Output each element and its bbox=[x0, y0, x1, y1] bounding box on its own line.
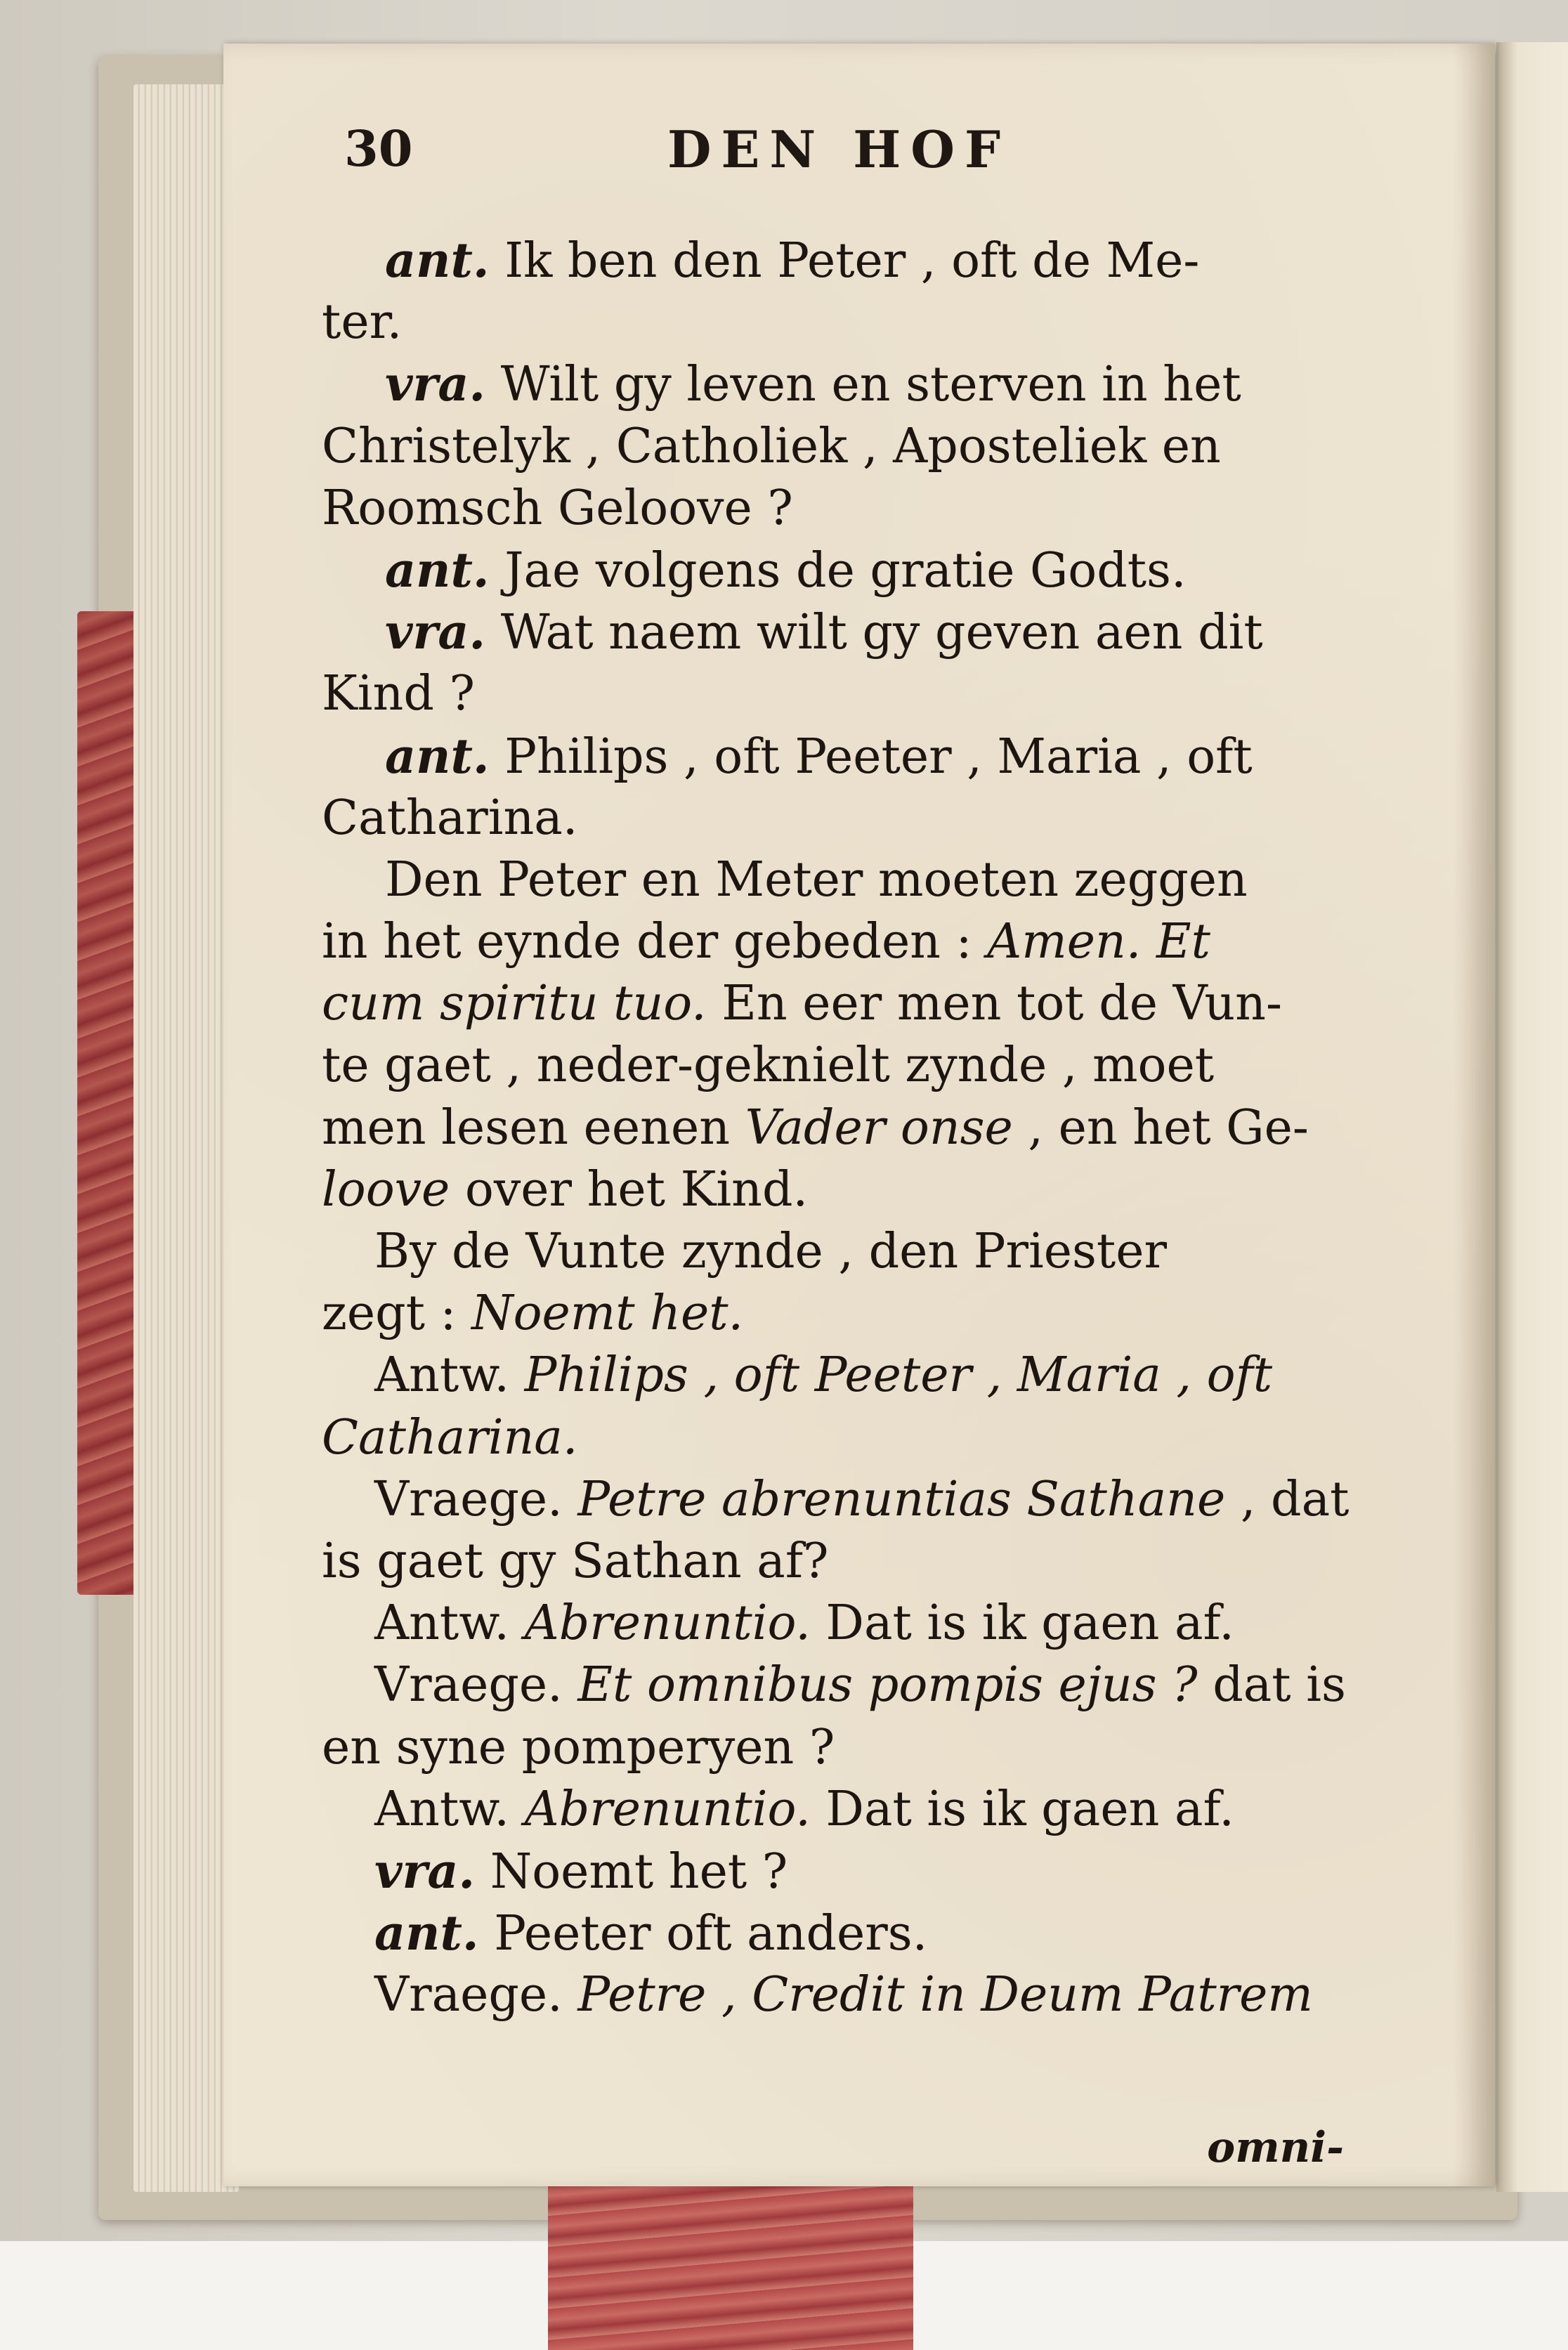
running-title: DEN HOF bbox=[667, 119, 1011, 179]
text-line: is gaet gy Sathan af? bbox=[322, 1533, 829, 1589]
text-line: vra. Noemt het ? bbox=[374, 1843, 788, 1900]
page-header bbox=[344, 119, 1328, 204]
text-line: en syne pomperyen ? bbox=[322, 1719, 835, 1775]
text-line: in het eynde der gebeden : Amen. Et bbox=[322, 914, 1210, 970]
text-line: Christelyk , Catholiek , Aposteliek en bbox=[322, 418, 1221, 474]
text-line: Roomsch Geloove ? bbox=[322, 480, 793, 536]
text-line: te gaet , neder-geknielt zynde , moet bbox=[322, 1038, 1215, 1094]
text-line: Antw. Philips , oft Peeter , Maria , oft bbox=[374, 1347, 1273, 1404]
text-line: Catharina. bbox=[322, 1409, 578, 1466]
speaker-label: ant. bbox=[385, 728, 490, 785]
text-line: Vraege. Petre , Credit in Deum Patrem bbox=[374, 1967, 1313, 2023]
text-line: Vraege. Et omnibus pompis ejus ? dat is bbox=[374, 1657, 1346, 1713]
text-line: cum spiritu tuo. En eer men tot de Vun- bbox=[322, 976, 1282, 1032]
book-page bbox=[223, 44, 1495, 2186]
text-line: ter. bbox=[322, 294, 403, 351]
text-line: Catharina. bbox=[322, 790, 578, 846]
text-line: By de Vunte zynde , den Priester bbox=[374, 1224, 1167, 1279]
text-line: ant. Peeter oft anders. bbox=[374, 1905, 928, 1962]
text-line: ant. Ik ben den Peter , oft de Me- bbox=[385, 233, 1200, 289]
speaker-label: vra. bbox=[385, 356, 486, 413]
page-text bbox=[322, 230, 1425, 2026]
marbled-bookmark bbox=[548, 2185, 913, 2350]
text-line: vra. Wat naem wilt gy geven aen dit bbox=[385, 604, 1263, 661]
text-line: loove over het Kind. bbox=[322, 1161, 809, 1218]
text-line: vra. Wilt gy leven en sterven in het bbox=[385, 356, 1241, 413]
text-line: Den Peter en Meter moeten zeggen bbox=[385, 851, 1248, 908]
text-line: Antw. Abrenuntio. Dat is ik gaen af. bbox=[374, 1595, 1234, 1652]
text-line: zegt : Noemt het. bbox=[322, 1286, 744, 1342]
page-number: 30 bbox=[344, 119, 413, 178]
spine-shadow bbox=[1453, 44, 1495, 2186]
text-line: Kind ? bbox=[322, 666, 475, 722]
speaker-label: ant. bbox=[385, 233, 490, 289]
text-line: ant. Philips , oft Peeter , Maria , oft bbox=[385, 728, 1253, 785]
speaker-label: ant. bbox=[374, 1905, 479, 1962]
speaker-label: vra. bbox=[374, 1843, 476, 1900]
text-line: Vraege. Petre abrenuntias Sathane , dat bbox=[374, 1471, 1350, 1527]
text-line: men lesen eenen Vader onse , en het Ge- bbox=[322, 1099, 1309, 1156]
text-line: Antw. Abrenuntio. Dat is ik gaen af. bbox=[374, 1781, 1234, 1837]
facing-page bbox=[1496, 42, 1568, 2192]
text-line: ant. Jae volgens de gratie Godts. bbox=[385, 542, 1187, 599]
speaker-label: ant. bbox=[385, 542, 490, 599]
speaker-label: vra. bbox=[385, 604, 486, 661]
catchword: omni- bbox=[1207, 2123, 1344, 2172]
